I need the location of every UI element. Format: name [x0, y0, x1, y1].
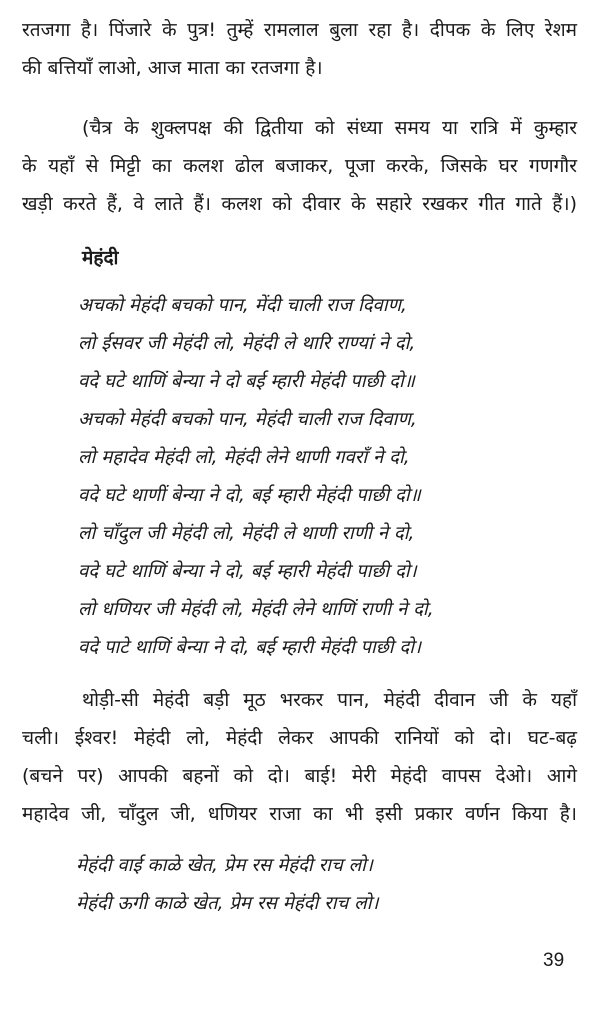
text-line: चली। ईश्वर! मेहंदी लो, मेहंदी लेकर आपकी रानियों को दो। घट-बढ़: [22, 727, 577, 749]
text-line: (चैत्र के शुक्लपक्ष की द्वितीया को संध्या समय या रात्रि में कुम्हार: [82, 117, 577, 139]
page-number: 39: [543, 950, 565, 971]
verse-line: मेहंदी ऊगी काळे खेत, प्रेम रस मेहंदी राच लो।: [76, 893, 379, 914]
verse-line: वदे पाटे थाणिं बेन्या ने दो, बई म्हारी मेहंदी पाछी दो।: [78, 637, 422, 658]
verse-line: अचको मेहंदी बचको पान, मेंदी चाली राज दिवाण,: [78, 295, 407, 316]
text-line: महादेव जी, चाँदुल जी, धणियर राजा का भी इसी प्रकार वर्णन किया है।: [22, 803, 577, 825]
text-line: की बत्तियाँ लाओ, आज माता का रतजगा है।: [22, 57, 323, 79]
verse-line: वदे घटे थाणिं बेन्या ने दो, बई म्हारी मेहंदी पाछी दो।: [78, 561, 417, 582]
verse-line: लो चाँदुल जी मेहंदी लो, मेहंदी ले थाणी राणी ने दो,: [78, 523, 415, 544]
verse-line: लो धणियर जी मेहंदी लो, मेहंदी लेने थाणिं राणी ने दो,: [78, 599, 434, 620]
verse-line: मेहंदी वाई काळे खेत, प्रेम रस मेहंदी राच लो।: [76, 855, 373, 876]
text-line: रतजगा है। पिंजारे के पुत्र! तुम्हें रामलाल बुला रहा है। दीपक के लिए रेशम: [22, 19, 577, 41]
text-line: के यहाँ से मिट्टी का कलश ढोल बजाकर, पूजा करके, जिसके घर गणगौर: [22, 155, 577, 177]
verse-line: लो महादेव मेहंदी लो, मेहंदी लेने थाणी गवराँ ने दो,: [78, 447, 410, 468]
text-line: (बचने पर) आपकी बहनों को दो। बाई! मेरी मेहंदी वापस देओ। आगे: [22, 765, 577, 787]
verse-line: लो ईसवर जी मेहंदी लो, मेहंदी ले थारि राण्यां ने दो,: [78, 333, 416, 354]
verse-line: वदे घटे थाणीं बेन्या ने दो, बई म्हारी मेहंदी पाछी दो॥: [78, 485, 421, 506]
verse-line: अचको मेहंदी बचको पान, मेहंदी चाली राज दिवाण,: [78, 409, 417, 430]
section-heading: मेहंदी: [82, 247, 119, 269]
verse-line: वदे घटे थाणिं बेन्या ने दो बई म्हारी मेहंदी पाछी दो॥: [78, 371, 415, 392]
text-line: थोड़ी-सी मेहंदी बड़ी मूठ भरकर पान, मेहंदी दीवान जी के यहाँ: [82, 689, 577, 711]
text-line: खड़ी करते हैं, वे लाते हैं। कलश को दीवार के सहारे रखकर गीत गाते हैं।): [22, 193, 577, 215]
